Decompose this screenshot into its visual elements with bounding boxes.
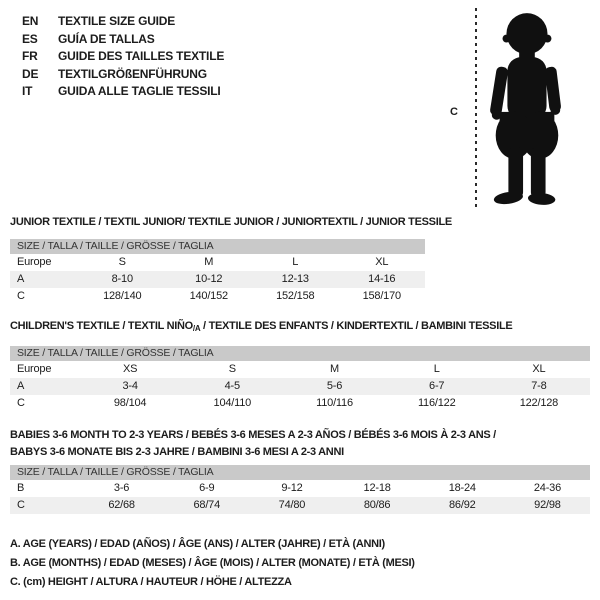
language-code: IT — [22, 84, 33, 99]
language-code: FR — [22, 49, 38, 64]
legend-notes — [10, 535, 415, 592]
language-code: ES — [22, 31, 38, 46]
table-row-age — [10, 378, 590, 395]
size-cell: XS — [122, 363, 138, 375]
height-cell: 86/92 — [449, 499, 476, 511]
heading-line: BABYS 3-6 MONATE BIS 2-3 JAHRE / BAMBINI 3-6 MESI A 2-3 ANNI — [10, 445, 344, 458]
age-cell: 7-8 — [531, 380, 547, 392]
table-row-europe — [10, 361, 590, 378]
row-label: A — [17, 380, 25, 392]
age-cell: 24-36 — [533, 482, 562, 494]
height-cell: 152/158 — [276, 290, 315, 302]
age-cell: 12-18 — [363, 482, 391, 494]
age-cell: 18-24 — [448, 482, 476, 494]
babies-size-table — [10, 465, 590, 514]
height-cell: 140/152 — [189, 290, 228, 302]
height-dotted-line — [475, 8, 477, 208]
height-cell: 98/104 — [113, 397, 147, 409]
age-cell: 3-4 — [122, 380, 138, 392]
size-cell: XL — [375, 256, 389, 268]
size-cell: L — [292, 256, 299, 268]
language-title: TEXTILE SIZE GUIDE — [58, 14, 176, 28]
language-title: GUIDE DES TAILLES TEXTILE — [58, 49, 225, 64]
note-a: A. AGE (YEARS) / EDAD (AÑOS) / ÂGE (ANS) / ALTER (JAHRE) / ETÀ (ANNI) — [10, 538, 385, 550]
size-cell: M — [330, 363, 339, 375]
table-row-height — [10, 395, 590, 412]
height-cell: 116/122 — [417, 397, 456, 409]
height-cell: 158/170 — [362, 290, 401, 302]
row-label: Europe — [17, 363, 52, 375]
language-code: EN — [22, 14, 39, 28]
section-heading-junior: JUNIOR TEXTILE / TEXTIL JUNIOR/ TEXTILE JUNIOR / JUNIORTEXTIL / JUNIOR TESSILE — [10, 216, 452, 228]
height-cell: 68/74 — [193, 499, 221, 511]
heading-subscript: /A — [192, 324, 201, 333]
height-cell: 122/128 — [519, 397, 559, 409]
language-title: GUIDA ALLE TAGLIE TESSILI — [58, 84, 221, 99]
height-cell: 80/86 — [363, 499, 391, 511]
row-label: C — [17, 290, 25, 302]
age-cell: 10-12 — [195, 273, 223, 285]
table-row-height — [10, 288, 425, 305]
heading-text: CHILDREN'S TEXTILE / TEXTIL NIÑO — [10, 320, 193, 332]
language-row-en — [22, 13, 224, 31]
table-row-age-months — [10, 480, 590, 497]
height-cell: 74/80 — [278, 499, 306, 511]
age-cell: 6-7 — [429, 380, 445, 392]
language-row-it — [22, 83, 224, 101]
table-row-height — [10, 497, 590, 514]
age-cell: 4-5 — [224, 380, 240, 392]
age-cell: 14-16 — [368, 273, 396, 285]
language-row-es — [22, 31, 224, 49]
height-cell: 128/140 — [103, 290, 142, 302]
height-cell: 110/116 — [316, 397, 353, 409]
table-row-age — [10, 271, 425, 288]
language-code: DE — [22, 66, 39, 81]
section-heading-babies — [10, 427, 570, 460]
size-cell: M — [204, 256, 214, 268]
heading-line: BABIES 3-6 MONTH TO 2-3 YEARS / BEBÉS 3-6 MESES A 2-3 AÑOS / BÉBÉS 3-6 MOIS À 2-3 ANS / — [10, 429, 496, 441]
language-title: TEXTILGRÖßENFÜHRUNG — [58, 66, 207, 81]
language-list — [22, 13, 224, 101]
age-cell: 6-9 — [199, 482, 215, 494]
language-title: GUÍA DE TALLAS — [58, 31, 155, 46]
table-header-bar: SIZE / TALLA / TAILLE / GRÖSSE / TAGLIA — [10, 239, 425, 254]
table-row-europe — [10, 254, 425, 271]
age-cell: 9-12 — [281, 482, 303, 494]
row-label: C — [17, 397, 25, 409]
language-row-de — [22, 66, 224, 84]
section-heading-children — [10, 320, 512, 333]
height-cell: 92/98 — [534, 499, 561, 511]
language-row-fr — [22, 48, 224, 66]
table-header-bar: SIZE / TALLA / TAILLE / GRÖSSE / TAGLIA — [10, 346, 590, 361]
height-cell: 62/68 — [108, 499, 135, 511]
note-c: C. (cm) HEIGHT / ALTURA / HAUTEUR / HÖHE / ALTEZZA — [10, 576, 292, 588]
row-label: C — [17, 499, 25, 511]
age-cell: 8-10 — [111, 273, 133, 285]
size-cell: L — [433, 363, 440, 375]
age-cell: 3-6 — [113, 482, 130, 494]
size-cell: XL — [532, 363, 546, 375]
size-cell: S — [118, 256, 126, 268]
heading-text: / TEXTILE DES ENFANTS / KINDERTEXTIL / BAMBINI TESSILE — [200, 320, 513, 332]
height-measure-label: C — [450, 106, 458, 118]
junior-size-table — [10, 239, 425, 305]
row-label: Europe — [17, 256, 52, 268]
children-size-table — [10, 346, 590, 412]
note-b: B. AGE (MONTHS) / EDAD (MESES) / ÂGE (MOIS) / ALTER (MONATE) / ETÀ (MESI) — [10, 557, 415, 569]
height-cell: 104/110 — [213, 397, 252, 409]
row-label: B — [17, 482, 25, 494]
size-cell: S — [228, 363, 236, 375]
age-cell: 5-6 — [326, 380, 343, 392]
table-header-bar: SIZE / TALLA / TAILLE / GRÖSSE / TAGLIA — [10, 465, 590, 480]
age-cell: 12-13 — [281, 273, 309, 285]
baby-silhouette-icon — [482, 8, 570, 208]
row-label: A — [17, 273, 25, 285]
